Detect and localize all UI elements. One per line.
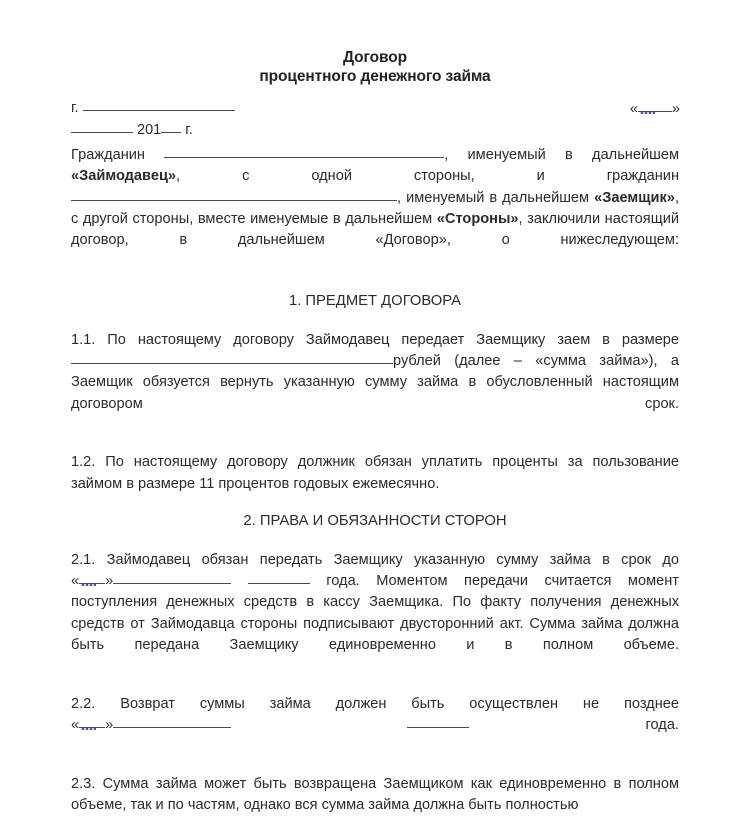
intro-after-blank-2: , именуемый в дальнейшем	[397, 189, 590, 206]
clause-2-1-part-2: Моментом передачи считается момент поступления денежных средств в кассу Заемщика. По факту получения денежных средств от Займодавца стороны подписывают двусторонний акт. Сумма займа должна быть передана Заемщику единовременно и в полном объеме.	[71, 573, 679, 654]
date-year-prefix-label: 201	[137, 122, 162, 138]
place-blank-line[interactable]	[83, 98, 235, 111]
clause-2-1-date-group	[71, 573, 360, 589]
clause-2-1-close-quote: »	[105, 573, 114, 590]
clause-1-1-part-2: рублей (далее – «сумма займа»), а Заемщик обязуется вернуть указанную сумму займа в обусловленный настоящим договором срок.	[71, 353, 679, 412]
repayment-deadline-year-blank[interactable]	[407, 715, 469, 728]
clause-2-2	[71, 694, 679, 758]
intro-line-group	[71, 145, 679, 273]
clause-1-1-number: 1.1.	[71, 331, 96, 348]
clause-2-1-open-quote: «	[71, 573, 80, 590]
clause-2-2-close-quote: »	[105, 716, 114, 733]
clause-1-1	[71, 330, 679, 436]
place-prefix-label: г.	[71, 100, 79, 116]
date-year-blank-line[interactable]	[161, 120, 181, 133]
document-title	[71, 0, 679, 86]
section-heading-2: 2. ПРАВА И ОБЯЗАННОСТИ СТОРОН	[243, 512, 507, 529]
title-line-1: Договор	[343, 49, 407, 66]
clause-1-1-part-1: По настоящему договору Займодавец передает Заемщику заем в размере	[107, 331, 680, 348]
term-borrower: «Заемщик»	[594, 189, 675, 206]
intro-after-blank-1: , именуемый в дальнейшем	[444, 147, 679, 163]
clause-2-2-year-word: года.	[645, 716, 679, 733]
intro-after-borrower: , с другой стороны, вместе именуемые в дальнейшем	[71, 189, 679, 227]
intro-mid-text: , с одной стороны, и гражданин	[176, 168, 679, 185]
borrower-name-blank-line[interactable]	[71, 188, 397, 201]
clause-2-2-open-quote: «	[71, 716, 80, 733]
clause-2-3	[71, 774, 679, 816]
repayment-deadline-day-blank[interactable]	[79, 715, 105, 728]
term-lender: «Займодавец»	[71, 168, 177, 185]
corner-close-quote: »	[671, 101, 680, 117]
corner-open-quote: «	[629, 101, 638, 117]
clause-2-1-part-1: Займодавец обязан передать Заемщику указанную сумму займа в срок до	[106, 551, 679, 568]
clause-2-1-number: 2.1.	[71, 551, 96, 568]
document-body	[71, 0, 679, 816]
clause-2-1-year-word: года.	[326, 573, 360, 590]
transfer-deadline-day-blank[interactable]	[79, 571, 105, 584]
clause-2-3-line-2: объеме, так и по частям, однако вся сумма займа должна быть полностью	[71, 796, 579, 813]
clause-1-2-number: 1.2.	[71, 454, 96, 471]
title-line-2: процентного денежного займа	[259, 68, 491, 85]
loan-amount-blank-line[interactable]	[71, 351, 393, 364]
clause-2-2-number: 2.2.	[71, 695, 96, 712]
clause-2-2-part-1: Возврат суммы займа должен быть осуществлен не позднее	[120, 695, 679, 712]
lender-name-blank-line[interactable]	[164, 145, 444, 158]
place-and-date-header	[71, 97, 679, 141]
intro-citizen-label-1: Гражданин	[71, 147, 145, 163]
transfer-deadline-month-blank[interactable]	[113, 571, 231, 584]
repayment-deadline-month-blank[interactable]	[113, 715, 231, 728]
date-day-month-blank-line[interactable]	[71, 120, 133, 133]
corner-date-field-group	[630, 99, 680, 119]
place-field-group	[71, 97, 235, 141]
clause-1-2	[71, 452, 679, 495]
clause-1-2-text: По настоящему договору должник обязан уплатить проценты за пользование займом в размере 11 процентов годовых ежемесячно.	[71, 454, 679, 492]
section-heading-1: 1. ПРЕДМЕТ ДОГОВОРА	[288, 292, 462, 309]
clause-2-2-date-group	[71, 717, 679, 733]
clause-2-3-number: 2.3.	[71, 775, 96, 792]
transfer-deadline-year-blank[interactable]	[248, 571, 310, 584]
term-parties: «Стороны»	[436, 210, 519, 227]
date-year-suffix-label: г.	[185, 122, 193, 138]
corner-date-blank-line[interactable]	[638, 99, 672, 112]
intro-closing-text: , заключили настоящий договор, в дальнейшем «Договор», о нижеследующем:	[71, 210, 680, 249]
clause-2-3-line-1: Сумма займа может быть возвращена Заемщиком как единовременно в полном	[102, 775, 679, 792]
clause-2-1	[71, 550, 679, 678]
intro-paragraph	[71, 145, 679, 273]
